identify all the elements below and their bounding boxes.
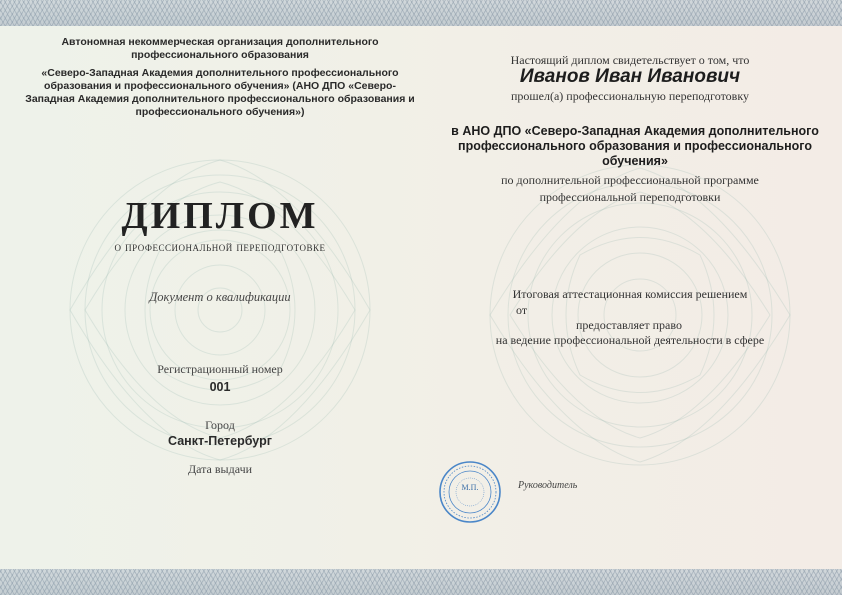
director-signature-label: Руководитель	[518, 480, 578, 491]
top-ornamental-border	[0, 0, 842, 26]
issuer-org-name-line1: Автономная некоммерческая организация дополнительного профессионального образования	[61, 36, 379, 61]
program-line-2: профессиональной переподготовки	[539, 190, 721, 204]
seal-text: М.П.	[461, 483, 479, 492]
program-description	[430, 172, 830, 206]
city-label: Город	[205, 418, 235, 432]
bottom-ornamental-border	[0, 569, 842, 595]
official-seal-icon	[438, 460, 502, 524]
registration-number-label: Регистрационный номер	[157, 362, 283, 376]
program-line-1: по дополнительной профессиональной программе	[501, 173, 759, 187]
decision-date-label: от	[516, 303, 528, 317]
completion-statement: прошел(а) профессиональную переподготовку	[510, 89, 750, 103]
grants-right-text: предоставляет право	[576, 318, 682, 332]
document-type: Документ о квалификации	[149, 290, 291, 304]
recipient-name: Иванов Иван Иванович	[519, 66, 741, 87]
activity-field-statement: на ведение профессиональной деятельности в сфере	[495, 333, 765, 347]
training-organization: в АНО ДПО «Северо-Западная Академия дополнительного профессионального образования и профессионального обучения»	[451, 124, 819, 168]
certification-intro: Настоящий диплом свидетельствует о том, что	[510, 53, 750, 67]
city-value: Санкт-Петербург	[168, 434, 272, 448]
registration-number-value: 001	[209, 380, 231, 394]
issuer-org-name-line2: «Северо-Западная Академия дополнительного профессионального образования и профессионального обучения» (АНО ДПО «Северо-Западная Академия дополнительного профессионального образования и профессионального обучения»)	[25, 67, 415, 118]
issue-date-label: Дата выдачи	[187, 462, 253, 476]
diploma-subtitle: о профессиональной переподготовке	[114, 240, 326, 254]
diploma-title: ДИПЛОМ	[121, 195, 319, 237]
commission-statement: Итоговая аттестационная комиссия решением	[512, 287, 748, 301]
